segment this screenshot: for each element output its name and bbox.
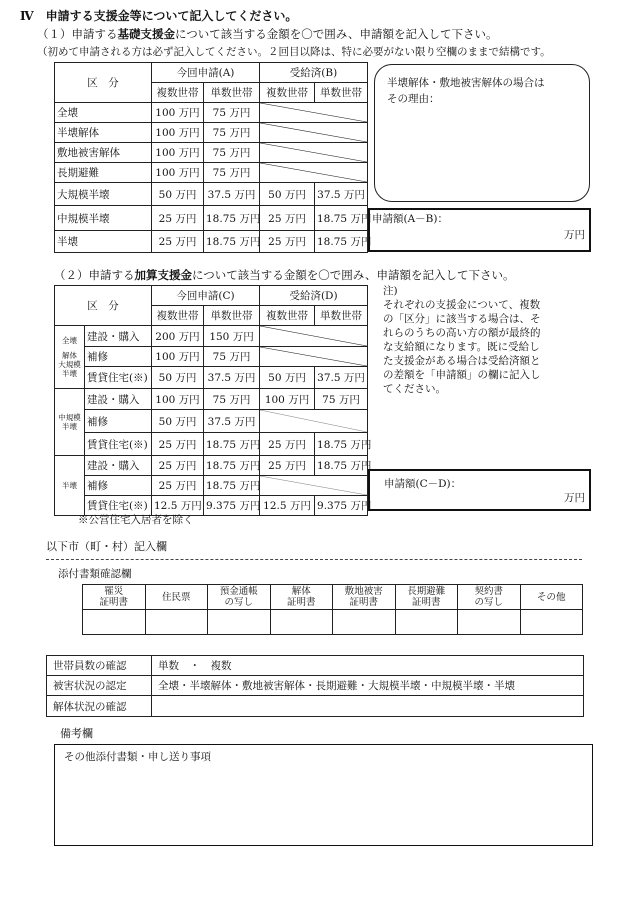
- table-row: [55, 476, 368, 496]
- group2-line: 中規模: [58, 413, 81, 422]
- note-line: な支給額になります。既に受給し: [383, 341, 540, 353]
- amount-cell[interactable]: 25 万円: [152, 231, 204, 253]
- group1-line: 半壊: [62, 369, 77, 378]
- amount-ab-unit: 万円: [564, 229, 585, 241]
- row-label: 中規模半壊: [55, 206, 152, 231]
- table-row: [55, 163, 368, 183]
- amount-cell[interactable]: 18.75 万円: [315, 231, 368, 253]
- row-label: 全壊: [55, 103, 152, 123]
- reason-line1: 半壊解体・敷地被害解体の場合は: [387, 77, 545, 89]
- amount-cell[interactable]: 18.75 万円: [204, 476, 260, 496]
- row-label: 半壊: [55, 231, 152, 253]
- row-item: 建設・購入: [85, 389, 152, 410]
- amount-ab-label: 申請額(A－B)：: [372, 213, 448, 225]
- amount-cell[interactable]: 25 万円: [260, 433, 315, 456]
- part2-instruction-bold: 加算支援金: [134, 268, 192, 282]
- row-item: 建設・購入: [85, 326, 152, 347]
- doc-header: [520, 585, 583, 610]
- table-row: [55, 103, 368, 123]
- amount-cd-label: 申請額(C－D)：: [384, 478, 462, 490]
- group-label-half: 半壊: [55, 456, 85, 516]
- amount-cell[interactable]: 25 万円: [152, 206, 204, 231]
- part2-instruction-post: について該当する金額を〇で囲み、申請額を記入して下さい。: [192, 268, 515, 282]
- amount-cell[interactable]: 18.75 万円: [315, 456, 368, 476]
- doc-header: [270, 585, 333, 610]
- row-item: 補修: [85, 347, 152, 367]
- reason-line2: その理由：: [387, 93, 440, 105]
- doc-header-line: 証明書: [349, 597, 378, 608]
- doc-header: [83, 585, 146, 610]
- amount-cell[interactable]: 37.5 万円: [315, 367, 368, 389]
- doc-header: [208, 585, 271, 610]
- footnote: ※公営住宅入居者を除く: [78, 514, 194, 526]
- check-value[interactable]: 全壊・半壊解体・敷地被害解体・長期避難・大規模半壊・中規模半壊・半壊: [152, 676, 584, 696]
- table-row: [55, 326, 368, 347]
- amount-cell[interactable]: 75 万円: [204, 103, 260, 123]
- amount-cd-box[interactable]: [368, 469, 591, 511]
- docs-heading: 添付書類確認欄: [58, 568, 132, 580]
- struck-cell: [260, 326, 368, 347]
- amount-cell[interactable]: 100 万円: [152, 123, 204, 143]
- table-row: [55, 456, 368, 476]
- doc-header-line: 証明書: [286, 597, 316, 608]
- sub-multi: 複数世帯: [152, 306, 204, 326]
- doc-header: [395, 585, 458, 610]
- basic-support-table: [54, 62, 372, 253]
- strike-line: [260, 163, 367, 182]
- amount-cell[interactable]: 25 万円: [152, 456, 204, 476]
- strike-line: [260, 143, 367, 162]
- strike-line: [260, 326, 367, 346]
- part1-instruction-pre: （１）申請する: [37, 27, 118, 41]
- amount-cell[interactable]: 37.5 万円: [204, 410, 260, 433]
- header-now-a: 今回申請(A): [152, 63, 260, 83]
- doc-header-line: 解体: [291, 586, 311, 597]
- row-item: 賃貸住宅(※): [85, 496, 152, 516]
- amount-cell[interactable]: 37.5 万円: [315, 183, 368, 206]
- check-label: 解体状況の確認: [47, 696, 152, 717]
- doc-header: [458, 585, 521, 610]
- row-label: 長期避難: [55, 163, 152, 183]
- amount-cell[interactable]: 18.75 万円: [204, 433, 260, 456]
- strike-line: [260, 410, 367, 432]
- remarks-box[interactable]: [54, 744, 593, 846]
- struck-cell: [260, 143, 368, 163]
- amount-cell[interactable]: 100 万円: [152, 389, 204, 410]
- amount-cell[interactable]: 37.5 万円: [204, 367, 260, 389]
- amount-cell[interactable]: 150 万円: [204, 326, 260, 347]
- amount-cell[interactable]: 75 万円: [315, 389, 368, 410]
- amount-cd-unit: 万円: [564, 492, 585, 504]
- amount-cell[interactable]: 100 万円: [152, 143, 204, 163]
- note-line: た支援金がある場合は受給済額と: [383, 355, 541, 367]
- amount-cell[interactable]: 25 万円: [260, 456, 315, 476]
- amount-cell[interactable]: 100 万円: [152, 347, 204, 367]
- row-item: 賃貸住宅(※): [85, 433, 152, 456]
- part1-note: （初めて申請される方は必ず記入してください。２回目以降は、特に必要がない限り空欄のままで結構です。: [37, 46, 551, 58]
- check-label: 被害状況の認定: [47, 676, 152, 696]
- table-row: [55, 143, 368, 163]
- doc-header-line: の写し: [224, 597, 253, 608]
- struck-cell: [260, 103, 368, 123]
- amount-cell[interactable]: 9.375 万円: [204, 496, 260, 516]
- doc-check-cell[interactable]: [270, 610, 333, 635]
- check-label: 世帯員数の確認: [47, 656, 152, 676]
- doc-header: [333, 585, 396, 610]
- amount-cell[interactable]: 25 万円: [152, 476, 204, 496]
- group-label-full-demolition: [55, 326, 85, 389]
- header-kubun: 区 分: [55, 286, 152, 326]
- amount-cell[interactable]: 50 万円: [152, 410, 204, 433]
- note-line: それぞれの支援金について、複数: [383, 299, 541, 311]
- amount-cell[interactable]: 75 万円: [204, 389, 260, 410]
- reason-box[interactable]: [374, 64, 590, 202]
- doc-header-line: 証明書: [99, 597, 128, 608]
- doc-check-cell[interactable]: [145, 610, 208, 635]
- doc-header: [145, 585, 208, 610]
- row-item: 補修: [85, 410, 152, 433]
- strike-line: [260, 103, 367, 122]
- table-row: [55, 231, 368, 253]
- sub-single: 単数世帯: [204, 306, 260, 326]
- header-paid-d: 受給済(D): [260, 286, 368, 306]
- amount-cell[interactable]: 75 万円: [204, 347, 260, 367]
- check-row: [47, 656, 584, 676]
- doc-header-line: 住民票: [161, 591, 191, 603]
- check-value[interactable]: 単数 ・ 複数: [152, 656, 584, 676]
- section-title: Ⅳ 申請する支援金等について記入してください。: [20, 9, 298, 23]
- row-item: 賃貸住宅(※): [85, 367, 152, 389]
- table-row: [55, 123, 368, 143]
- strike-line: [260, 476, 367, 495]
- sub-single: 単数世帯: [315, 306, 368, 326]
- struck-cell: [260, 163, 368, 183]
- table-row: [55, 389, 368, 410]
- struck-cell: [260, 347, 368, 367]
- doc-check-cell[interactable]: [208, 610, 271, 635]
- doc-check-cell[interactable]: [395, 610, 458, 635]
- sub-single: 単数世帯: [204, 83, 260, 103]
- note-line: れらのうちの高い方の額が最終的: [383, 327, 541, 339]
- strike-line: [260, 123, 367, 142]
- group1-line: 大規模: [58, 360, 81, 369]
- part1-instruction: [37, 27, 497, 41]
- amount-cell[interactable]: 50 万円: [152, 183, 204, 206]
- doc-check-cell[interactable]: [333, 610, 396, 635]
- table-row: [55, 183, 368, 206]
- table-row: [55, 433, 368, 456]
- amount-cell[interactable]: 18.75 万円: [204, 456, 260, 476]
- amount-cell[interactable]: 100 万円: [260, 389, 315, 410]
- check-value[interactable]: [152, 696, 584, 717]
- amount-cell[interactable]: 25 万円: [152, 433, 204, 456]
- amount-cell[interactable]: 18.75 万円: [315, 433, 368, 456]
- part2-instruction-pre: （２）申請する: [54, 268, 135, 282]
- doc-check-cell[interactable]: [458, 610, 521, 635]
- check-row: [47, 696, 584, 717]
- amount-cell[interactable]: 18.75 万円: [204, 231, 260, 253]
- header-kubun: 区 分: [55, 63, 152, 103]
- amount-cell[interactable]: 50 万円: [152, 367, 204, 389]
- table-row: [55, 410, 368, 433]
- doc-check-cell[interactable]: [520, 610, 583, 635]
- row-label: 大規模半壊: [55, 183, 152, 206]
- amount-cell[interactable]: 200 万円: [152, 326, 204, 347]
- table-row: [55, 206, 368, 231]
- row-item: 補修: [85, 476, 152, 496]
- amount-cell[interactable]: 12.5 万円: [152, 496, 204, 516]
- doc-check-cell[interactable]: [83, 610, 146, 635]
- row-item: 建設・購入: [85, 456, 152, 476]
- sub-multi: 複数世帯: [152, 83, 204, 103]
- amount-cell[interactable]: 100 万円: [152, 103, 204, 123]
- group1-line: 全壊: [62, 336, 77, 345]
- amount-cell[interactable]: 18.75 万円: [315, 206, 368, 231]
- table-row: [55, 367, 368, 389]
- additional-support-table: [54, 285, 372, 516]
- struck-cell: [260, 410, 368, 433]
- doc-header-line: その他: [536, 591, 566, 603]
- part1-instruction-bold: 基礎支援金: [117, 27, 175, 41]
- amount-cell[interactable]: 75 万円: [204, 123, 260, 143]
- group-label-medium-half: [55, 389, 85, 456]
- note-line: の差額を「申請額」の欄に記入し: [383, 369, 541, 381]
- group1-line: 解体: [62, 351, 77, 360]
- sub-single: 単数世帯: [315, 83, 368, 103]
- remarks-text: その他添付書類・申し送り事項: [64, 751, 211, 763]
- amount-cell[interactable]: 25 万円: [260, 231, 315, 253]
- note-block: [383, 284, 541, 396]
- amount-cell[interactable]: 12.5 万円: [260, 496, 315, 516]
- struck-cell: [260, 476, 368, 496]
- table-row: [55, 347, 368, 367]
- note-line: の「区分」に該当する場合は、そ: [383, 313, 541, 325]
- office-heading: 以下市（町・村）記入欄: [46, 540, 167, 553]
- header-now-c: 今回申請(C): [152, 286, 260, 306]
- check-table: [46, 655, 584, 717]
- amount-cell[interactable]: 50 万円: [260, 367, 315, 389]
- row-label: 半壊解体: [55, 123, 152, 143]
- amount-cell[interactable]: 75 万円: [204, 143, 260, 163]
- amount-cell[interactable]: 37.5 万円: [204, 183, 260, 206]
- sub-multi: 複数世帯: [260, 83, 315, 103]
- dashed-divider: [46, 559, 582, 560]
- group2-line: 半壊: [62, 422, 77, 431]
- doc-header-line: 証明書: [411, 597, 441, 608]
- amount-cell[interactable]: 18.75 万円: [204, 206, 260, 231]
- doc-header-line: 罹災: [104, 586, 124, 597]
- amount-cell[interactable]: 25 万円: [260, 206, 315, 231]
- amount-cell[interactable]: 100 万円: [152, 163, 204, 183]
- strike-line: [260, 347, 367, 366]
- struck-cell: [260, 123, 368, 143]
- header-paid-b: 受給済(B): [260, 63, 368, 83]
- doc-header-line: 敷地被害: [344, 586, 383, 597]
- note-line: 注): [383, 285, 398, 297]
- check-row: [47, 676, 584, 696]
- part2-instruction: [54, 268, 514, 282]
- docs-table: [82, 584, 583, 635]
- doc-header-line: 預金通帳: [219, 586, 258, 597]
- doc-header-line: の写し: [474, 597, 503, 608]
- amount-cell[interactable]: 50 万円: [260, 183, 315, 206]
- remarks-heading: 備考欄: [60, 727, 93, 740]
- amount-cell[interactable]: 75 万円: [204, 163, 260, 183]
- amount-ab-box[interactable]: [368, 208, 591, 252]
- doc-header-line: 長期避難: [407, 586, 446, 597]
- part1-instruction-post: について該当する金額を〇で囲み、申請額を記入して下さい。: [175, 27, 498, 41]
- sub-multi: 複数世帯: [260, 306, 315, 326]
- amount-cell[interactable]: 9.375 万円: [315, 496, 368, 516]
- note-line: てください。: [383, 383, 446, 395]
- row-label: 敷地被害解体: [55, 143, 152, 163]
- doc-header-line: 契約書: [474, 586, 503, 597]
